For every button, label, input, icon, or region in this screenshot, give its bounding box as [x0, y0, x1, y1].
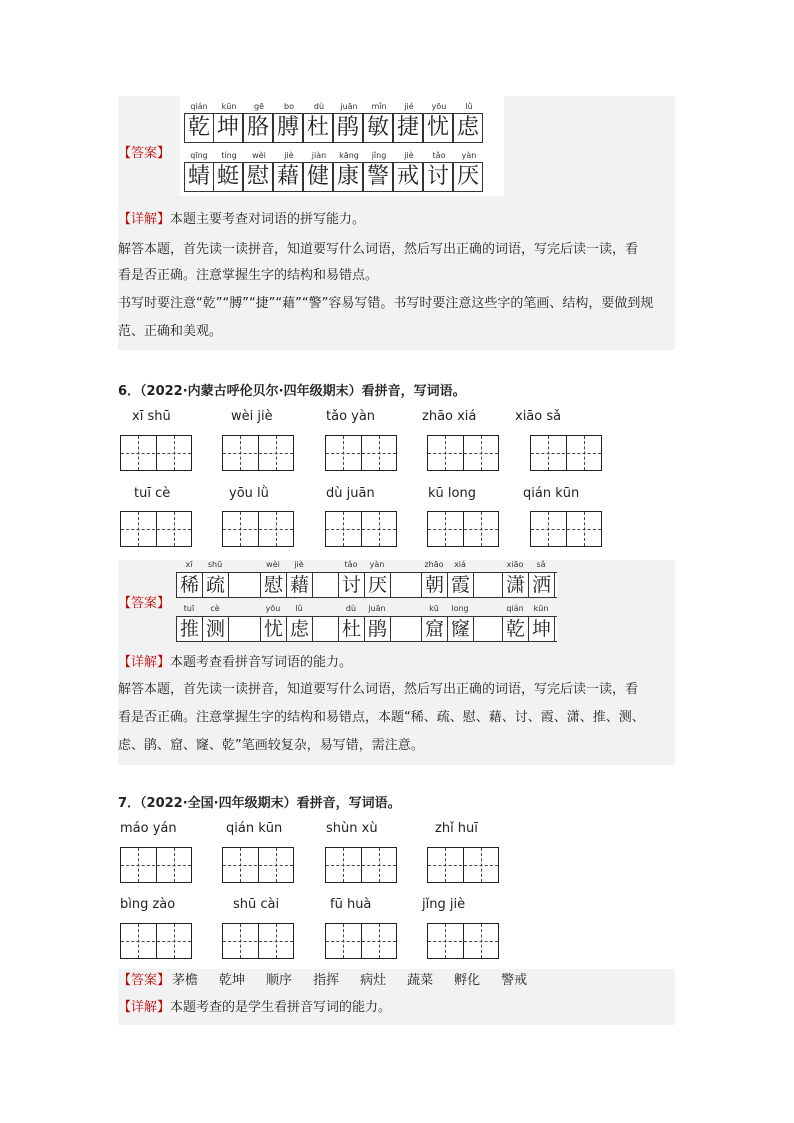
q6-answer-block [118, 560, 675, 765]
answer-char: 虑 [453, 113, 483, 143]
answer-char: 忧 [260, 616, 287, 642]
pinyin-label: tǎo [344, 560, 358, 569]
pinyin-prompt: qián kūn [226, 821, 283, 836]
pinyin-label: zhāo [424, 560, 444, 569]
answer-cell [454, 101, 484, 143]
pinyin-label: jié [404, 102, 414, 111]
q6-answer-grid [176, 560, 561, 644]
writing-box[interactable] [120, 435, 192, 471]
q6-detail-line-2: 解答本题，首先读一读拼音，知道要写什么词语，然后写出正确的词语，写完后读一读，看 [118, 682, 639, 697]
pinyin-label: juān [340, 102, 358, 111]
answer-char: 讨 [338, 572, 365, 598]
pinyin-label: xiāo [506, 560, 524, 569]
writing-box[interactable] [120, 923, 192, 959]
pinyin-prompt: zhǐ huī [435, 821, 478, 836]
pinyin-label: yàn [461, 151, 477, 160]
answer-char: 乾 [184, 113, 214, 143]
answer-word: 病灶 [360, 973, 387, 988]
answer-word: 乾坤 [219, 973, 246, 988]
pinyin-label: jiè [284, 151, 294, 160]
detail-label: 【详解】 [118, 655, 171, 670]
answer-char: 潇 [502, 572, 529, 598]
pinyin-prompt: qián kūn [523, 486, 580, 501]
pinyin-prompt: zhāo xiá [422, 409, 477, 424]
pinyin-prompt: wèi jiè [231, 409, 273, 424]
q7-title: 7．（2022·全国·四年级期末）看拼音，写词语。 [118, 796, 401, 811]
pinyin-label: jiàn [311, 151, 327, 160]
answer-word: 茅檐 [172, 973, 199, 988]
pinyin-prompt: shū cài [233, 897, 280, 912]
pinyin-label: xiá [454, 560, 466, 569]
q5-detail-line-2: 解答本题，首先读一读拼音，知道要写什么词语，然后写出正确的词语，写完后读一读，看 [118, 242, 639, 257]
q7-answer-line [118, 971, 527, 991]
pinyin-prompt: bìng zào [120, 897, 176, 912]
pinyin-prompt: tuī cè [134, 486, 171, 501]
answer-char: 健 [303, 162, 333, 192]
writing-box[interactable] [222, 435, 294, 471]
pinyin-label: dù [345, 604, 357, 613]
answer-char: 疏 [202, 572, 229, 598]
q7-answer-block [118, 969, 675, 1025]
answer-cell [454, 150, 484, 192]
detail-text: 本题考查看拼音写词语的能力。 [170, 655, 353, 670]
answer-cell [424, 101, 454, 143]
answer-char: 胳 [243, 113, 273, 143]
pinyin-label: jiè [404, 151, 414, 160]
answer-cell [184, 101, 214, 143]
detail-label: 【详解】 [118, 1000, 171, 1015]
answer-char: 窿 [447, 616, 474, 642]
pinyin-label: yōu [431, 102, 447, 111]
pinyin-label: kāng [339, 151, 359, 160]
answer-char: 蜻 [184, 162, 214, 192]
pinyin-prompt: yōu lǜ [229, 486, 269, 501]
pinyin-label: mǐn [371, 102, 387, 111]
answer-char: 敏 [363, 113, 393, 143]
answer-char: 坤 [213, 113, 243, 143]
answer-word: 孵化 [454, 973, 481, 988]
answer-cell [274, 150, 304, 192]
answer-char: 警 [363, 162, 393, 192]
answer-cell [334, 150, 364, 192]
answer-cell [214, 101, 244, 143]
answer-label: 【答案】 [118, 596, 171, 611]
writing-box[interactable] [427, 511, 499, 547]
answer-word: 蔬菜 [407, 973, 434, 988]
pinyin-label: qián [190, 102, 208, 111]
answer-char: 测 [202, 616, 229, 642]
detail-text: 本题考查的是学生看拼音写词的能力。 [170, 1000, 392, 1015]
writing-box[interactable] [222, 847, 294, 883]
q5-answer-row-2 [184, 150, 484, 192]
answer-char: 慰 [243, 162, 273, 192]
answer-char: 稀 [176, 572, 203, 598]
answer-cell [364, 150, 394, 192]
answer-cell [244, 101, 274, 143]
writing-box[interactable] [120, 511, 192, 547]
pinyin-label: cè [210, 604, 220, 613]
pinyin-label: tǎo [432, 151, 446, 160]
pinyin-label: tíng [221, 151, 237, 160]
pinyin-label: kū [429, 604, 439, 613]
answer-char: 捷 [393, 113, 423, 143]
pinyin-label: gē [254, 102, 264, 111]
answer-label: 【答案】 [118, 973, 171, 988]
pinyin-prompt: kū long [428, 486, 476, 501]
pinyin-label: sǎ [536, 560, 546, 569]
pinyin-label: long [451, 604, 469, 613]
answer-char: 藉 [273, 162, 303, 192]
answer-char: 窟 [421, 616, 448, 642]
writing-box[interactable] [530, 435, 602, 471]
answer-cell [334, 101, 364, 143]
q5-detail-line-3: 看是否正确。注意掌握生字的结构和易错点。 [118, 268, 379, 283]
detail-label: 【详解】 [118, 212, 171, 227]
answer-char: 鹃 [364, 616, 391, 642]
answer-char: 戒 [393, 162, 423, 192]
q6-title: 6．（2022·内蒙古呼伦贝尔·四年级期末）看拼音，写词语。 [118, 384, 466, 399]
pinyin-prompt: shùn xù [326, 821, 378, 836]
pinyin-label: kūn [533, 604, 549, 613]
pinyin-label: qīng [190, 151, 208, 160]
writing-box[interactable] [120, 847, 192, 883]
q5-detail-line-1 [118, 210, 365, 230]
q6-detail-line-1 [118, 653, 352, 673]
pinyin-label: jiè [294, 560, 304, 569]
q6-detail-line-4: 虑、鹃、窟、窿、乾”笔画较复杂，易写错，需注意。 [118, 738, 424, 753]
pinyin-label: lǜ [295, 604, 303, 613]
writing-box[interactable] [427, 435, 499, 471]
writing-box[interactable] [222, 511, 294, 547]
pinyin-label: yàn [369, 560, 385, 569]
answer-char: 厌 [364, 572, 391, 598]
answer-char: 坤 [528, 616, 555, 642]
writing-box[interactable] [222, 923, 294, 959]
q5-answer-grid [180, 96, 504, 196]
answer-cell [424, 150, 454, 192]
pinyin-label: juān [368, 604, 386, 613]
answer-word: 顺序 [266, 973, 293, 988]
pinyin-label: xī [185, 560, 193, 569]
pinyin-label: wèi [266, 560, 280, 569]
answer-label: 【答案】 [118, 146, 171, 161]
q7-detail-line [118, 998, 391, 1018]
answer-cell [394, 101, 424, 143]
answer-cell [274, 101, 304, 143]
pinyin-prompt: xī shū [132, 409, 171, 424]
answer-char: 乾 [502, 616, 529, 642]
pinyin-label: qián [506, 604, 524, 613]
pinyin-prompt: jǐng jiè [422, 897, 466, 912]
answer-cell [304, 150, 334, 192]
answer-char: 洒 [528, 572, 555, 598]
pinyin-prompt: xiāo sǎ [515, 409, 562, 424]
writing-box[interactable] [427, 923, 499, 959]
answer-char: 厌 [453, 162, 483, 192]
answer-char: 虑 [286, 616, 313, 642]
answer-word: 指挥 [313, 973, 340, 988]
q5-answer-row-1 [184, 101, 484, 143]
answer-cell [214, 150, 244, 192]
writing-box[interactable] [530, 511, 602, 547]
answer-cell [394, 150, 424, 192]
answer-cell [304, 101, 334, 143]
answer-char: 推 [176, 616, 203, 642]
pinyin-label: lǜ [465, 102, 473, 111]
pinyin-label: wèi [252, 151, 266, 160]
answer-char: 蜓 [213, 162, 243, 192]
answer-char: 康 [333, 162, 363, 192]
writing-box[interactable] [325, 847, 397, 883]
answer-char: 慰 [260, 572, 287, 598]
pinyin-prompt: máo yán [120, 821, 177, 836]
answer-char: 霞 [447, 572, 474, 598]
pinyin-prompt: dù juān [326, 486, 375, 501]
q5-detail-line-4: 书写时要注意“乾”“膊”“捷”“藉”“警”容易写错。书写时要注意这些字的笔画、结构，要做到规 [118, 296, 654, 311]
q5-answer-block [118, 96, 675, 350]
pinyin-prompt: fū huà [330, 897, 372, 912]
answer-char: 杜 [338, 616, 365, 642]
q7-answer-list [170, 973, 527, 988]
writing-box[interactable] [325, 511, 397, 547]
writing-box[interactable] [427, 847, 499, 883]
answer-char: 膊 [273, 113, 303, 143]
answer-char: 杜 [303, 113, 333, 143]
answer-char: 藉 [286, 572, 313, 598]
q6-detail-line-3: 看是否正确。注意掌握生字的结构和易错点，本题“稀、疏、慰、藉、讨、霞、潇、推、测、 [118, 710, 645, 725]
answer-cell [364, 101, 394, 143]
detail-text: 本题主要考查对词语的拼写能力。 [170, 212, 366, 227]
pinyin-label: tuī [183, 604, 195, 613]
pinyin-label: yōu [265, 604, 281, 613]
answer-char: 朝 [421, 572, 448, 598]
writing-box[interactable] [325, 923, 397, 959]
q5-detail-line-5: 范、正确和美观。 [118, 324, 223, 339]
answer-cell [244, 150, 274, 192]
pinyin-label: jǐng [371, 151, 387, 160]
answer-char: 鹃 [333, 113, 363, 143]
pinyin-label: bo [284, 102, 294, 111]
answer-char: 讨 [423, 162, 453, 192]
pinyin-prompt: tǎo yàn [326, 409, 376, 424]
pinyin-label: shū [207, 560, 223, 569]
answer-cell [184, 150, 214, 192]
answer-char: 忧 [423, 113, 453, 143]
pinyin-label: kūn [221, 102, 237, 111]
writing-box[interactable] [325, 435, 397, 471]
pinyin-label: dù [313, 102, 325, 111]
answer-word: 警戒 [501, 973, 528, 988]
